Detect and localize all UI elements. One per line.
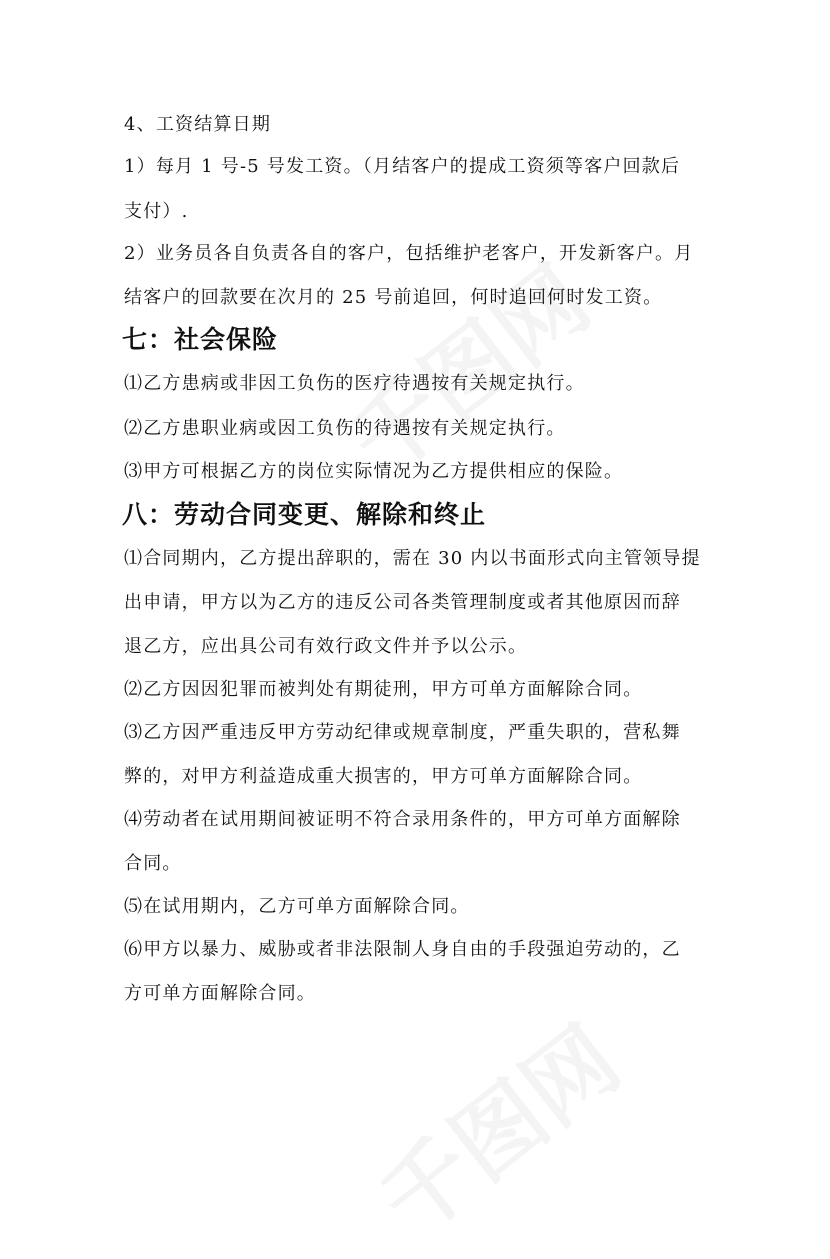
section-eight-item1-line2: 出申请，甲方以为乙方的违反公司各类管理制度或者其他原因而辞 (124, 592, 681, 613)
section-eight-item3-line2: 弊的，对甲方利益造成重大损害的，甲方可单方面解除合同。 (124, 766, 643, 787)
section-eight-item4-line2: 合同。 (124, 853, 182, 874)
section-seven-heading: 七：社会保险 (122, 325, 279, 354)
section-eight-heading: 八：劳动合同变更、解除和终止 (122, 500, 487, 529)
section-eight-item6-line1: ⑹甲方以暴力、威胁或者非法限制人身自由的手段强迫劳动的，乙 (124, 939, 681, 960)
section-eight-item1-line1: ⑴合同期内，乙方提出辞职的，需在 30 内以书面形式向主管领导提 (124, 548, 701, 569)
section-seven-item1: ⑴乙方患病或非因工负伤的医疗待遇按有关规定执行。 (124, 373, 585, 394)
section-seven-item3: ⑶甲方可根据乙方的岗位实际情况为乙方提供相应的保险。 (124, 461, 624, 482)
section-seven-item2: ⑵乙方患职业病或因工负伤的待遇按有关规定执行。 (124, 418, 566, 439)
salary-item2-line2: 结客户的回款要在次月的 25 号前追回，何时追回何时发工资。 (124, 287, 663, 308)
salary-item1-line2: 支付）. (124, 201, 189, 222)
section-eight-item4-line1: ⑷劳动者在试用期间被证明不符合录用条件的，甲方可单方面解除 (124, 809, 681, 830)
salary-item2-line1: 2）业务员各自负责各自的客户，包括维护老客户，开发新客户。月 (124, 243, 694, 264)
section-eight-item3-line1: ⑶乙方因严重违反甲方劳动纪律或规章制度，严重失职的，营私舞 (124, 722, 681, 743)
salary-item1-line1: 1）每月 1 号-5 号发工资。（月结客户的提成工资须等客户回款后 (124, 156, 681, 177)
salary-date-title: 4、工资结算日期 (124, 114, 272, 135)
watermark (349, 991, 642, 1259)
section-eight-item5: ⑸在试用期内，乙方可单方面解除合同。 (124, 896, 470, 917)
section-eight-item6-line2: 方可单方面解除合同。 (124, 983, 316, 1004)
section-eight-item1-line3: 退乙方，应出具公司有效行政文件并予以公示。 (124, 636, 528, 657)
section-eight-item2: ⑵乙方因因犯罪而被判处有期徒刑，甲方可单方面解除合同。 (124, 679, 643, 700)
